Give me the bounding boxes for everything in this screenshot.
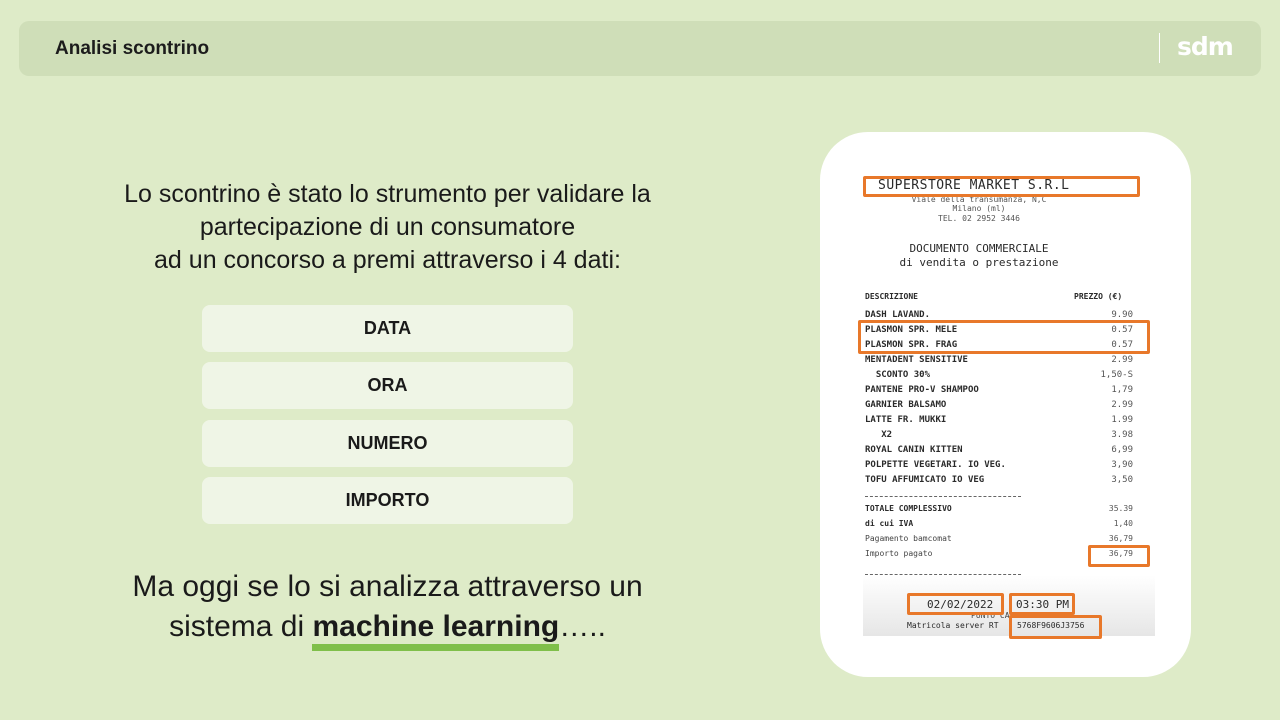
receipt-total-value: 36,79 [1108, 549, 1133, 558]
closing-line-1: Ma oggi se lo si analizza attraverso un [132, 570, 643, 603]
receipt-date: 02/02/2022 [927, 598, 994, 611]
receipt-matricola: 5768F9606J3756 [1017, 621, 1085, 630]
intro-line-3: ad un concorso a premi attraverso i 4 dati: [154, 246, 621, 274]
receipt-item-price: 0.57 [1111, 325, 1133, 335]
receipt-item-price: 2.99 [1111, 400, 1133, 410]
receipt-item-name: GARNIER BALSAMO [865, 400, 947, 410]
receipt-total-value: 36,79 [1108, 534, 1133, 543]
closing-prefix: sistema di [169, 610, 313, 643]
receipt-tel: TEL. 02 2952 3446 [938, 214, 1020, 223]
closing-line-2 [95, 607, 680, 647]
receipt-item-name: PANTENE PRO-V SHAMPOO [865, 385, 979, 395]
receipt-total-value: 1,40 [1113, 519, 1133, 528]
highlight-box-importo [1088, 545, 1150, 567]
receipt-total-label: TOTALE COMPLESSIVO [865, 504, 952, 513]
receipt-item-price: 3,90 [1111, 460, 1133, 470]
closing-text [95, 567, 680, 647]
receipt-item-price: 9.90 [1111, 310, 1133, 320]
receipt-matricola-label: Matricola server RT [907, 621, 999, 630]
receipt-time: 03:30 PM [1016, 598, 1069, 611]
receipt-address: Viale della transumanza, N,C [911, 195, 1047, 204]
field-pill-numero: NUMERO [202, 420, 573, 467]
receipt-item-price: 3.98 [1111, 430, 1133, 440]
receipt-item-name: PLASMON SPR. FRAG [865, 340, 958, 350]
receipt-punto-cassa: PUNTO CASSA: [971, 611, 1029, 620]
receipt-item-name: TOFU AFFUMICATO IO VEG [865, 475, 985, 485]
receipt-divider-2 [865, 574, 1021, 575]
page-title: Analisi scontrino [55, 38, 210, 59]
intro-line-1: Lo scontrino è stato lo strumento per validare la [124, 180, 651, 208]
receipt-item-name: SCONTO 30% [865, 370, 931, 380]
receipt-col-desc: DESCRIZIONE [865, 292, 918, 301]
highlight-box-items [858, 320, 1150, 354]
field-pill-ora: ORA [202, 362, 573, 409]
closing-ellipsis: ….. [559, 610, 606, 643]
receipt-city: Milano (ml) [952, 204, 1006, 213]
receipt-item-price: 1,50-S [1100, 370, 1133, 380]
intro-text [95, 178, 680, 277]
receipt-item-price: 1,79 [1111, 385, 1133, 395]
receipt-total-value: 35.39 [1108, 504, 1133, 513]
receipt-item-name: POLPETTE VEGETARI. IO VEG. [865, 460, 1006, 470]
intro-line-2: partecipazione di un consumatore [199, 213, 576, 241]
receipt-total-label: Importo pagato [865, 549, 933, 558]
receipt-item-price: 6,99 [1111, 445, 1133, 455]
receipt-item-name: PLASMON SPR. MELE [865, 325, 958, 335]
receipt-item-name: LATTE FR. MUKKI [865, 415, 947, 425]
machine-learning-highlight: machine learning [312, 607, 559, 647]
receipt-item-name: MENTADENT SENSITIVE [865, 355, 968, 365]
header-bar [19, 21, 1261, 76]
sdm-logo: sdm [1177, 32, 1233, 61]
receipt-item-name: X2 [865, 430, 893, 440]
logo-divider [1159, 33, 1160, 63]
highlight-box-time [1009, 593, 1075, 615]
field-pill-importo: IMPORTO [202, 477, 573, 524]
highlight-box-date [907, 593, 1004, 615]
highlight-box-store [863, 176, 1140, 197]
receipt-total-label: di cui IVA [865, 519, 914, 528]
receipt-item-price: 0.57 [1111, 340, 1133, 350]
highlight-box-matricola [1009, 615, 1102, 639]
receipt-total-label: Pagamento bamcomat [865, 534, 952, 543]
receipt-item-name: DASH LAVAND. [865, 310, 931, 320]
receipt-item-price: 1.99 [1111, 415, 1133, 425]
receipt-item-name: ROYAL CANIN KITTEN [865, 445, 963, 455]
receipt-item-price: 3,50 [1111, 475, 1133, 485]
receipt-store-name: SUPERSTORE MARKET S.R.L [878, 178, 1070, 193]
receipt-doc-title-1: DOCUMENTO COMMERCIALE [909, 242, 1049, 255]
receipt-divider-1 [865, 496, 1021, 497]
field-pill-data: DATA [202, 305, 573, 352]
receipt-item-price: 2.99 [1111, 355, 1133, 365]
receipt-doc-title-2: di vendita o prestazione [899, 256, 1059, 269]
receipt-col-price: PREZZO (€) [1074, 292, 1123, 301]
